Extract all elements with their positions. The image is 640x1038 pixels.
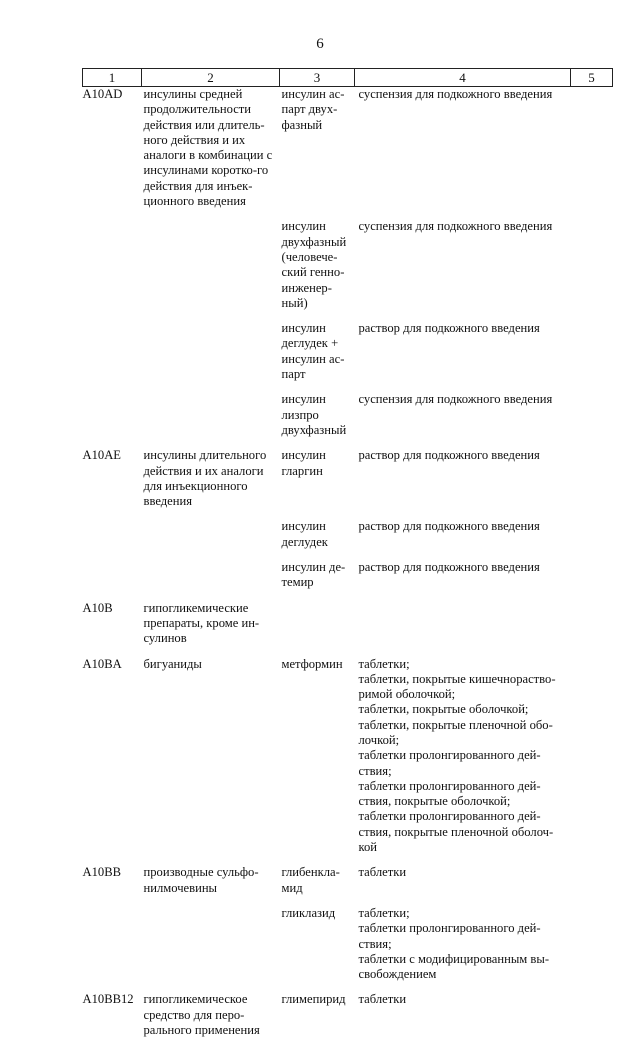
cell-note: [571, 509, 613, 550]
cell-form: суспензия для подкожного введения: [355, 382, 571, 438]
column-header-5: 5: [571, 69, 613, 87]
cell-form: раствор для подкожного введения: [355, 509, 571, 550]
cell-code: A10AE: [83, 438, 142, 509]
cell-code: [83, 550, 142, 591]
cell-note: [571, 209, 613, 311]
cell-drug: глимепирид: [280, 982, 355, 1038]
cell-form: раствор для подкожного введения: [355, 438, 571, 509]
cell-drug: инсулин деглудек: [280, 509, 355, 550]
table-row: [83, 550, 613, 591]
table-row: [83, 509, 613, 550]
table-body: [83, 87, 613, 1038]
cell-group: гипогликемические препараты, кроме ин-сулинов: [142, 591, 280, 647]
table-row: [83, 855, 613, 896]
cell-drug: гликлазид: [280, 896, 355, 982]
cell-form: суспензия для подкожного введения: [355, 87, 571, 210]
cell-code: A10BB12: [83, 982, 142, 1038]
cell-group: инсулины длительного действия и их аналоги для инъекционного введения: [142, 438, 280, 509]
cell-form: таблетки; таблетки пролонгированного дей-ствия; таблетки с модифицированным вы-свобождением: [355, 896, 571, 982]
cell-code: A10BA: [83, 647, 142, 856]
column-header-4: 4: [355, 69, 571, 87]
drug-table: [82, 68, 613, 1038]
cell-drug: инсулин де-темир: [280, 550, 355, 591]
cell-drug: инсулин деглудек + инсулин ас-парт: [280, 311, 355, 382]
cell-drug: инсулин ас-парт двух-фазный: [280, 87, 355, 210]
cell-code: A10BB: [83, 855, 142, 896]
cell-form: [355, 591, 571, 647]
table-row: [83, 896, 613, 982]
cell-group: [142, 209, 280, 311]
cell-form: суспензия для подкожного введения: [355, 209, 571, 311]
table-row: [83, 209, 613, 311]
cell-drug: инсулин лизпро двухфазный: [280, 382, 355, 438]
table-row: [83, 982, 613, 1038]
cell-note: [571, 550, 613, 591]
cell-form: таблетки: [355, 855, 571, 896]
column-header-3: 3: [280, 69, 355, 87]
cell-group: бигуаниды: [142, 647, 280, 856]
cell-drug: инсулин гларгин: [280, 438, 355, 509]
table-row: [83, 647, 613, 856]
table-row: [83, 591, 613, 647]
table-row: [83, 382, 613, 438]
cell-code: [83, 382, 142, 438]
page-number: 6: [0, 36, 640, 53]
table-row: [83, 438, 613, 509]
cell-code: [83, 311, 142, 382]
table-header-row: [83, 69, 613, 87]
column-header-2: 2: [142, 69, 280, 87]
cell-code: A10AD: [83, 87, 142, 210]
cell-note: [571, 855, 613, 896]
cell-note: [571, 591, 613, 647]
cell-note: [571, 982, 613, 1038]
table-row: [83, 87, 613, 210]
cell-group: [142, 382, 280, 438]
cell-group: [142, 896, 280, 982]
table-row: [83, 311, 613, 382]
cell-group: производные сульфо-нилмочевины: [142, 855, 280, 896]
cell-code: [83, 896, 142, 982]
cell-drug: метформин: [280, 647, 355, 856]
cell-note: [571, 382, 613, 438]
cell-group: гипогликемическое средство для перо-рального применения: [142, 982, 280, 1038]
cell-code: [83, 209, 142, 311]
cell-form: таблетки: [355, 982, 571, 1038]
cell-code: [83, 509, 142, 550]
cell-drug: [280, 591, 355, 647]
column-header-1: 1: [83, 69, 142, 87]
cell-note: [571, 311, 613, 382]
cell-form: таблетки; таблетки, покрытые кишечнораство-римой оболочкой; таблетки, покрытые оболочкой; таблетки, покрытые пленочной обо-лочкой; таблетки пролонгированного дей-ствия; таблетки пролонгированного дей-ствия, покрытые оболочкой; таблетки пролонгированного дей-ствия, покрытые пленочной оболоч-кой: [355, 647, 571, 856]
cell-form: раствор для подкожного введения: [355, 311, 571, 382]
cell-form: раствор для подкожного введения: [355, 550, 571, 591]
cell-group: инсулины средней продолжительности действия или длитель-ного действия и их аналоги в комбинации с инсулинами коротко-го действия для инъек-ционного введения: [142, 87, 280, 210]
cell-group: [142, 311, 280, 382]
cell-code: A10B: [83, 591, 142, 647]
cell-note: [571, 438, 613, 509]
cell-group: [142, 550, 280, 591]
cell-drug: глибенкла-мид: [280, 855, 355, 896]
cell-note: [571, 647, 613, 856]
cell-note: [571, 896, 613, 982]
cell-note: [571, 87, 613, 210]
cell-drug: инсулин двухфазный (человече-ский генно-инженер-ный): [280, 209, 355, 311]
cell-group: [142, 509, 280, 550]
